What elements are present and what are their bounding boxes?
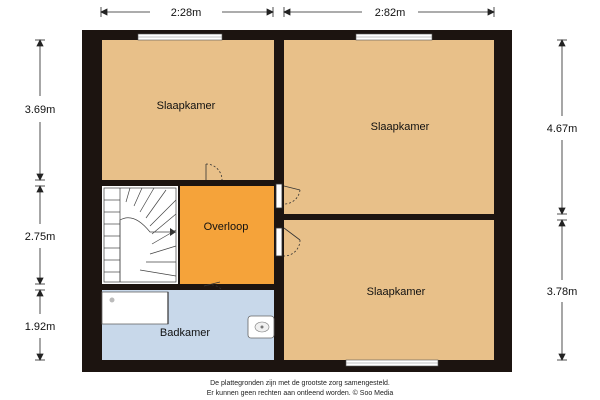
room-label-bedroom-top-left: Slaapkamer	[156, 100, 216, 112]
window-top-right	[356, 34, 432, 40]
dim-label-top-left: 2:28m	[170, 7, 202, 19]
sink	[248, 316, 274, 338]
dim-label-left-bottom: 1.92m	[24, 321, 56, 333]
room-label-bathroom: Badkamer	[159, 327, 211, 339]
dim-label-right-bottom: 3.78m	[546, 286, 578, 298]
stairs-floor	[102, 186, 178, 284]
dim-label-left-top: 3.69m	[24, 104, 56, 116]
shower-tray	[102, 292, 168, 324]
disclaimer-line-2: Er kunnen geen rechten aan ontleend worden. © Soo Media	[206, 390, 394, 397]
landing-floor	[180, 186, 274, 284]
disclaimer-line-1: De plattegronden zijn met de grootste zorg samengesteld.	[210, 380, 390, 387]
dim-label-top-right: 2:82m	[374, 7, 406, 19]
dim-label-left-middle: 2.75m	[24, 231, 56, 243]
room-label-bedroom-top-right: Slaapkamer	[370, 121, 430, 133]
window-top-left	[138, 34, 222, 40]
room-label-bedroom-bottom-right: Slaapkamer	[366, 286, 426, 298]
dim-label-right-top: 4.67m	[546, 123, 578, 135]
room-label-landing: Overloop	[203, 221, 249, 233]
window-bottom-right	[346, 360, 438, 366]
